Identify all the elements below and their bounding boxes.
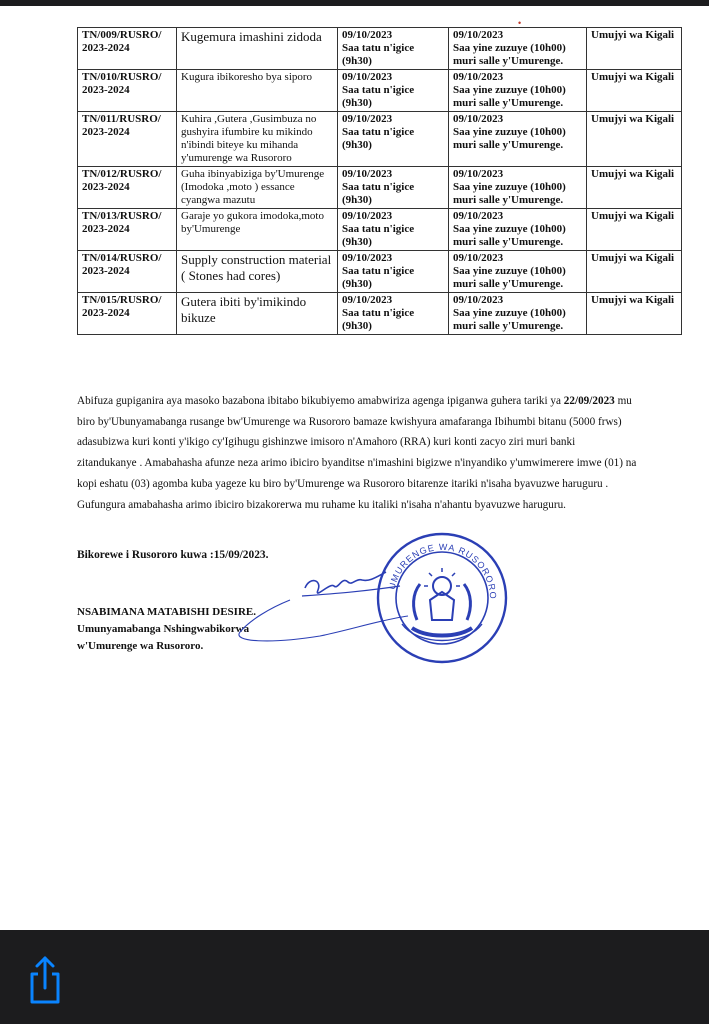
tender-code-text: TN/012/RUSRO/ 2023-2024 xyxy=(82,168,162,193)
table-row xyxy=(78,112,682,167)
opening-time xyxy=(449,209,587,251)
tender-code xyxy=(78,209,177,251)
official-seal xyxy=(372,528,512,668)
submission-deadline xyxy=(338,28,449,70)
submission-deadline-text: 09/10/2023 xyxy=(342,113,393,125)
opening-time xyxy=(449,167,587,209)
opening-time xyxy=(449,70,587,112)
paragraph-text-1: Abifuza gupiganira aya masoko bazabona ibitabo bikubiyemo amabwiriza agenga ipiganwa guhera tariki ya xyxy=(77,395,561,407)
tender-description-text: Garaje yo gukora imodoka,moto by'Umurenge xyxy=(181,210,324,235)
tender-code xyxy=(78,112,177,167)
submission-deadline xyxy=(338,209,449,251)
tender-description-text: Supply construction material ( Stones had cores) xyxy=(181,252,332,283)
signatory-role-1: Umunyamabanga Nshingwabikorwa xyxy=(77,623,250,635)
opening-time-text: Saa yine zuzuye (10h00) muri salle y'Umurenge. xyxy=(453,181,566,206)
signatory-role-2: w'Umurenge wa Rusororo. xyxy=(77,640,204,652)
tender-location-text: Umujyi wa Kigali xyxy=(591,252,675,264)
submission-deadline-text: 09/10/2023 xyxy=(342,168,393,180)
submission-deadline xyxy=(338,251,449,293)
bottom-toolbar xyxy=(0,930,709,1024)
submission-deadline-text: Saa tatu n'igice (9h30) xyxy=(342,223,415,248)
tender-code-text: TN/011/RUSRO/ 2023-2024 xyxy=(82,113,161,138)
tender-description xyxy=(177,28,338,70)
tender-location xyxy=(587,293,682,335)
tender-code xyxy=(78,70,177,112)
opening-time-text: 09/10/2023 xyxy=(453,168,504,180)
tender-location-text: Umujyi wa Kigali xyxy=(591,210,675,222)
opening-time-text: 09/10/2023 xyxy=(453,113,504,125)
place-date: Bikorewe i Rusororo kuwa :15/09/2023. xyxy=(77,549,269,561)
tender-location-text: Umujyi wa Kigali xyxy=(591,71,675,83)
tender-description-text: Kugemura imashini zidoda xyxy=(181,29,322,44)
submission-deadline xyxy=(338,293,449,335)
submission-deadline-text: 09/10/2023 xyxy=(342,210,393,222)
tender-description xyxy=(177,293,338,335)
tender-location xyxy=(587,28,682,70)
opening-time-text: Saa yine zuzuye (10h00) muri salle y'Umurenge. xyxy=(453,42,566,67)
tender-location-text: Umujyi wa Kigali xyxy=(591,168,675,180)
tender-description-text: Kuhira ,Gutera ,Gusimbuza no gushyira ifumbire ku mikindo n'ibindi biteye ku mihanda y'umurenge wa Rusororo xyxy=(181,113,317,164)
opening-time xyxy=(449,293,587,335)
tender-location xyxy=(587,251,682,293)
submission-deadline xyxy=(338,70,449,112)
opening-time-text: 09/10/2023 xyxy=(453,71,504,83)
tender-description xyxy=(177,209,338,251)
opening-time xyxy=(449,251,587,293)
seal-text: UMURENGE WA RUSORORO xyxy=(386,541,499,600)
share-icon[interactable] xyxy=(24,954,66,1006)
table-row xyxy=(78,70,682,112)
tender-code xyxy=(78,28,177,70)
submission-deadline-text: 09/10/2023 xyxy=(342,29,393,41)
tender-description xyxy=(177,251,338,293)
opening-time-text: 09/10/2023 xyxy=(453,294,504,306)
opening-time-text: 09/10/2023 xyxy=(453,29,504,41)
submission-deadline-text: 09/10/2023 xyxy=(342,71,393,83)
table-row xyxy=(78,209,682,251)
tender-code-text: TN/010/RUSRO/ 2023-2024 xyxy=(82,71,162,96)
opening-time-text: Saa yine zuzuye (10h00) muri salle y'Umurenge. xyxy=(453,126,566,151)
opening-time-text: Saa yine zuzuye (10h00) muri salle y'Umurenge. xyxy=(453,84,566,109)
table-row xyxy=(78,251,682,293)
tender-location xyxy=(587,167,682,209)
tender-code-text: TN/014/RUSRO/ 2023-2024 xyxy=(82,252,162,277)
tender-code-text: TN/013/RUSRO/ 2023-2024 xyxy=(82,210,162,235)
table-row xyxy=(78,293,682,335)
table-row xyxy=(78,167,682,209)
tender-table xyxy=(77,27,682,335)
signatory-name: NSABIMANA MATABISHI DESIRE. xyxy=(77,606,256,618)
opening-time xyxy=(449,28,587,70)
tender-location xyxy=(587,70,682,112)
submission-deadline xyxy=(338,167,449,209)
tender-location-text: Umujyi wa Kigali xyxy=(591,294,675,306)
tender-code xyxy=(78,293,177,335)
tender-location xyxy=(587,209,682,251)
submission-deadline-text: Saa tatu n'igice (9h30) xyxy=(342,42,415,67)
submission-deadline-text: Saa tatu n'igice (9h30) xyxy=(342,126,415,151)
opening-time-text: 09/10/2023 xyxy=(453,252,504,264)
tender-description xyxy=(177,112,338,167)
tender-description xyxy=(177,70,338,112)
tender-code xyxy=(78,251,177,293)
scan-mark: • xyxy=(518,18,522,28)
table-row xyxy=(78,28,682,70)
paragraph-date: 22/09/2023 xyxy=(563,395,615,407)
submission-deadline-text: Saa tatu n'igice (9h30) xyxy=(342,265,415,290)
instructions-paragraph xyxy=(77,391,637,515)
tender-code-text: TN/009/RUSRO/ 2023-2024 xyxy=(82,29,162,54)
tender-code xyxy=(78,167,177,209)
submission-deadline-text: 09/10/2023 xyxy=(342,252,393,264)
opening-time-text: Saa yine zuzuye (10h00) muri salle y'Umurenge. xyxy=(453,223,566,248)
submission-deadline-text: 09/10/2023 xyxy=(342,294,393,306)
tender-location xyxy=(587,112,682,167)
submission-deadline-text: Saa tatu n'igice (9h30) xyxy=(342,84,415,109)
opening-time-text: 09/10/2023 xyxy=(453,210,504,222)
opening-time-text: Saa yine zuzuye (10h00) muri salle y'Umurenge. xyxy=(453,307,566,332)
tender-code-text: TN/015/RUSRO/ 2023-2024 xyxy=(82,294,162,319)
tender-location-text: Umujyi wa Kigali xyxy=(591,29,675,41)
tender-location-text: Umujyi wa Kigali xyxy=(591,113,675,125)
tender-description xyxy=(177,167,338,209)
submission-deadline-text: Saa tatu n'igice (9h30) xyxy=(342,307,415,332)
tender-description-text: Gutera ibiti by'imikindo bikuze xyxy=(181,294,307,325)
tender-description-text: Guha ibinyabiziga by'Umurenge (Imodoka ,moto ) essance cyangwa mazutu xyxy=(181,168,325,206)
tender-description-text: Kugura ibikoresho bya siporo xyxy=(181,71,313,83)
submission-deadline-text: Saa tatu n'igice (9h30) xyxy=(342,181,415,206)
opening-time xyxy=(449,112,587,167)
paragraph-text-2: mu biro by'Ubunyamabanga rusange bw'Umurenge wa Rusororo bamaze kwishyura amafaranga Ibihumbi bitanu (5000 frws) adasubizwa kuri konti y'ikigo cy'Igihugu gishinzwe imisoro n'Amahoro (RRA) kuri konti zacyo ziri muri banki zitandukanye . Amabahasha afunze neza arimo ibiciro byanditse n'imashini bigizwe n'inyandiko y'umwimerere imwe (01) na kopi eshatu (03) agomba kuba yageze ku biro by'Umurenge wa Rusororo bitarenze itariki n'isaha byavuzwe haruguru . Gufungura amabahasha arimo ibiciro bizakorerwa mu ruhame ku italiki n'isaha n'ahantu byavuzwe haruguru. xyxy=(77,395,637,511)
document-page xyxy=(0,6,709,930)
submission-deadline xyxy=(338,112,449,167)
opening-time-text: Saa yine zuzuye (10h00) muri salle y'Umurenge. xyxy=(453,265,566,290)
